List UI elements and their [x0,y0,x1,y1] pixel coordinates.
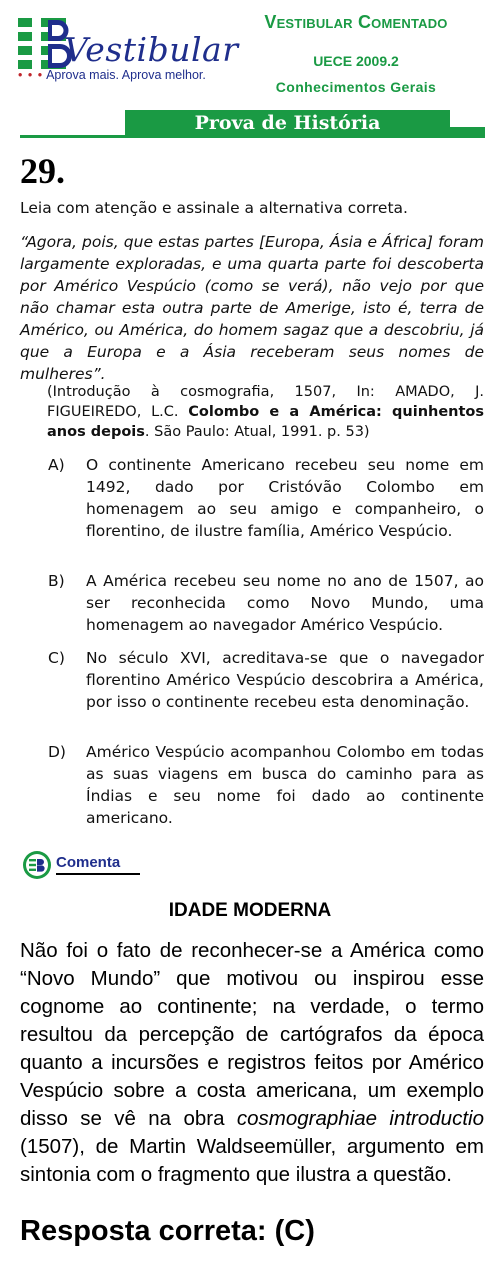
option-text: O continente Americano recebeu seu nome em 1492, dado por Cristóvão Colombo em homenagem ao seu amigo e companheiro, o florentino, de ilustre família, Américo Vespúcio. [86,456,484,540]
correct-answer: Resposta correta: (C) [20,1215,315,1247]
option-letter: C) [48,649,65,667]
option-text: No século XVI, acreditava-se que o navegador florentino Américo Vespúcio descobrira a América, por isso o continente recebeu esta denominação. [86,649,484,711]
fb-vestibular-logo [18,16,239,82]
question-quote: “Agora, pois, que estas partes [Europa, Ásia e África] foram largamente exploradas, e uma quarta parte foi descoberta por Américo Vespúcio (como se verá), não vejo por que não chamar esta outra parte de Amerige, isto é, terra de Américo, ou América, do homem sagaz que a descobriu, já que a Europa e a Ásia receberam seus nomes de mulheres”. [20,233,484,383]
option-text: A América recebeu seu nome no ano de 1507, ao ser reconhecida como Novo Mundo, uma homenagem ao navegador Américo Vespúcio. [86,572,484,634]
comment-text-main: Não foi o fato de reconhecer-se a América como “Novo Mundo” que motivou ou inspirou esse cognome ao continente; na verdade, o termo resultou da percepção de cartógrafos da época quanto a incursões e registros feitos por Américo Vespúcio sobre a costa americana, um exemplo disso se vê na obra [20,939,484,1130]
comment-text-end: (1507), de Martin Waldseemüller, argumento em sintonia com o fragmento que ilustra a questão. [20,1135,484,1186]
tagline-dots: • • • [18,68,44,82]
logo-tagline [18,68,206,82]
comment-underline [56,873,140,875]
option-b[interactable] [48,570,484,636]
citation-suffix: . São Paulo: Atual, 1991. p. 53) [144,424,370,440]
section-band-title: Prova de História [194,112,381,134]
comment-label: Comenta [56,854,121,871]
exam-name: UECE 2009.2 [313,53,399,69]
comment-section-title: IDADE MODERNA [168,900,332,921]
option-letter: A) [48,456,65,474]
question-instruction: Leia com atenção e assinale a alternativa correta. [20,199,408,217]
logo-wordmark: Vestibular [64,30,239,69]
question-number: 29. [20,151,65,191]
question-citation [47,382,484,442]
citation-book-title: Colombo e a América: quinhentos anos depois [47,404,485,440]
citation-prefix: (Introdução à cosmografia, 1507, In: AMADO, J. FIGUEIREDO, L.C. [47,384,484,420]
tagline-text: Aprova mais. Aprova melhor. [46,68,206,82]
comment-text [20,937,484,1189]
option-d[interactable] [48,741,484,829]
title-band-tab [450,127,485,138]
option-letter: B) [48,572,65,590]
option-text: Américo Vespúcio acompanhou Colombo em todas as suas viagens em busca do caminho para as Índias e seu nome foi dado ao continente americano. [86,743,484,827]
option-a[interactable] [48,454,484,542]
publication-title: Vestibular Comentado [264,12,448,32]
comment-work-title: cosmographiae introductio [236,1107,484,1130]
exam-subject: Conhecimentos Gerais [275,79,437,95]
option-c[interactable] [48,647,484,713]
option-letter: D) [48,743,66,761]
fb-badge-icon [22,850,52,880]
